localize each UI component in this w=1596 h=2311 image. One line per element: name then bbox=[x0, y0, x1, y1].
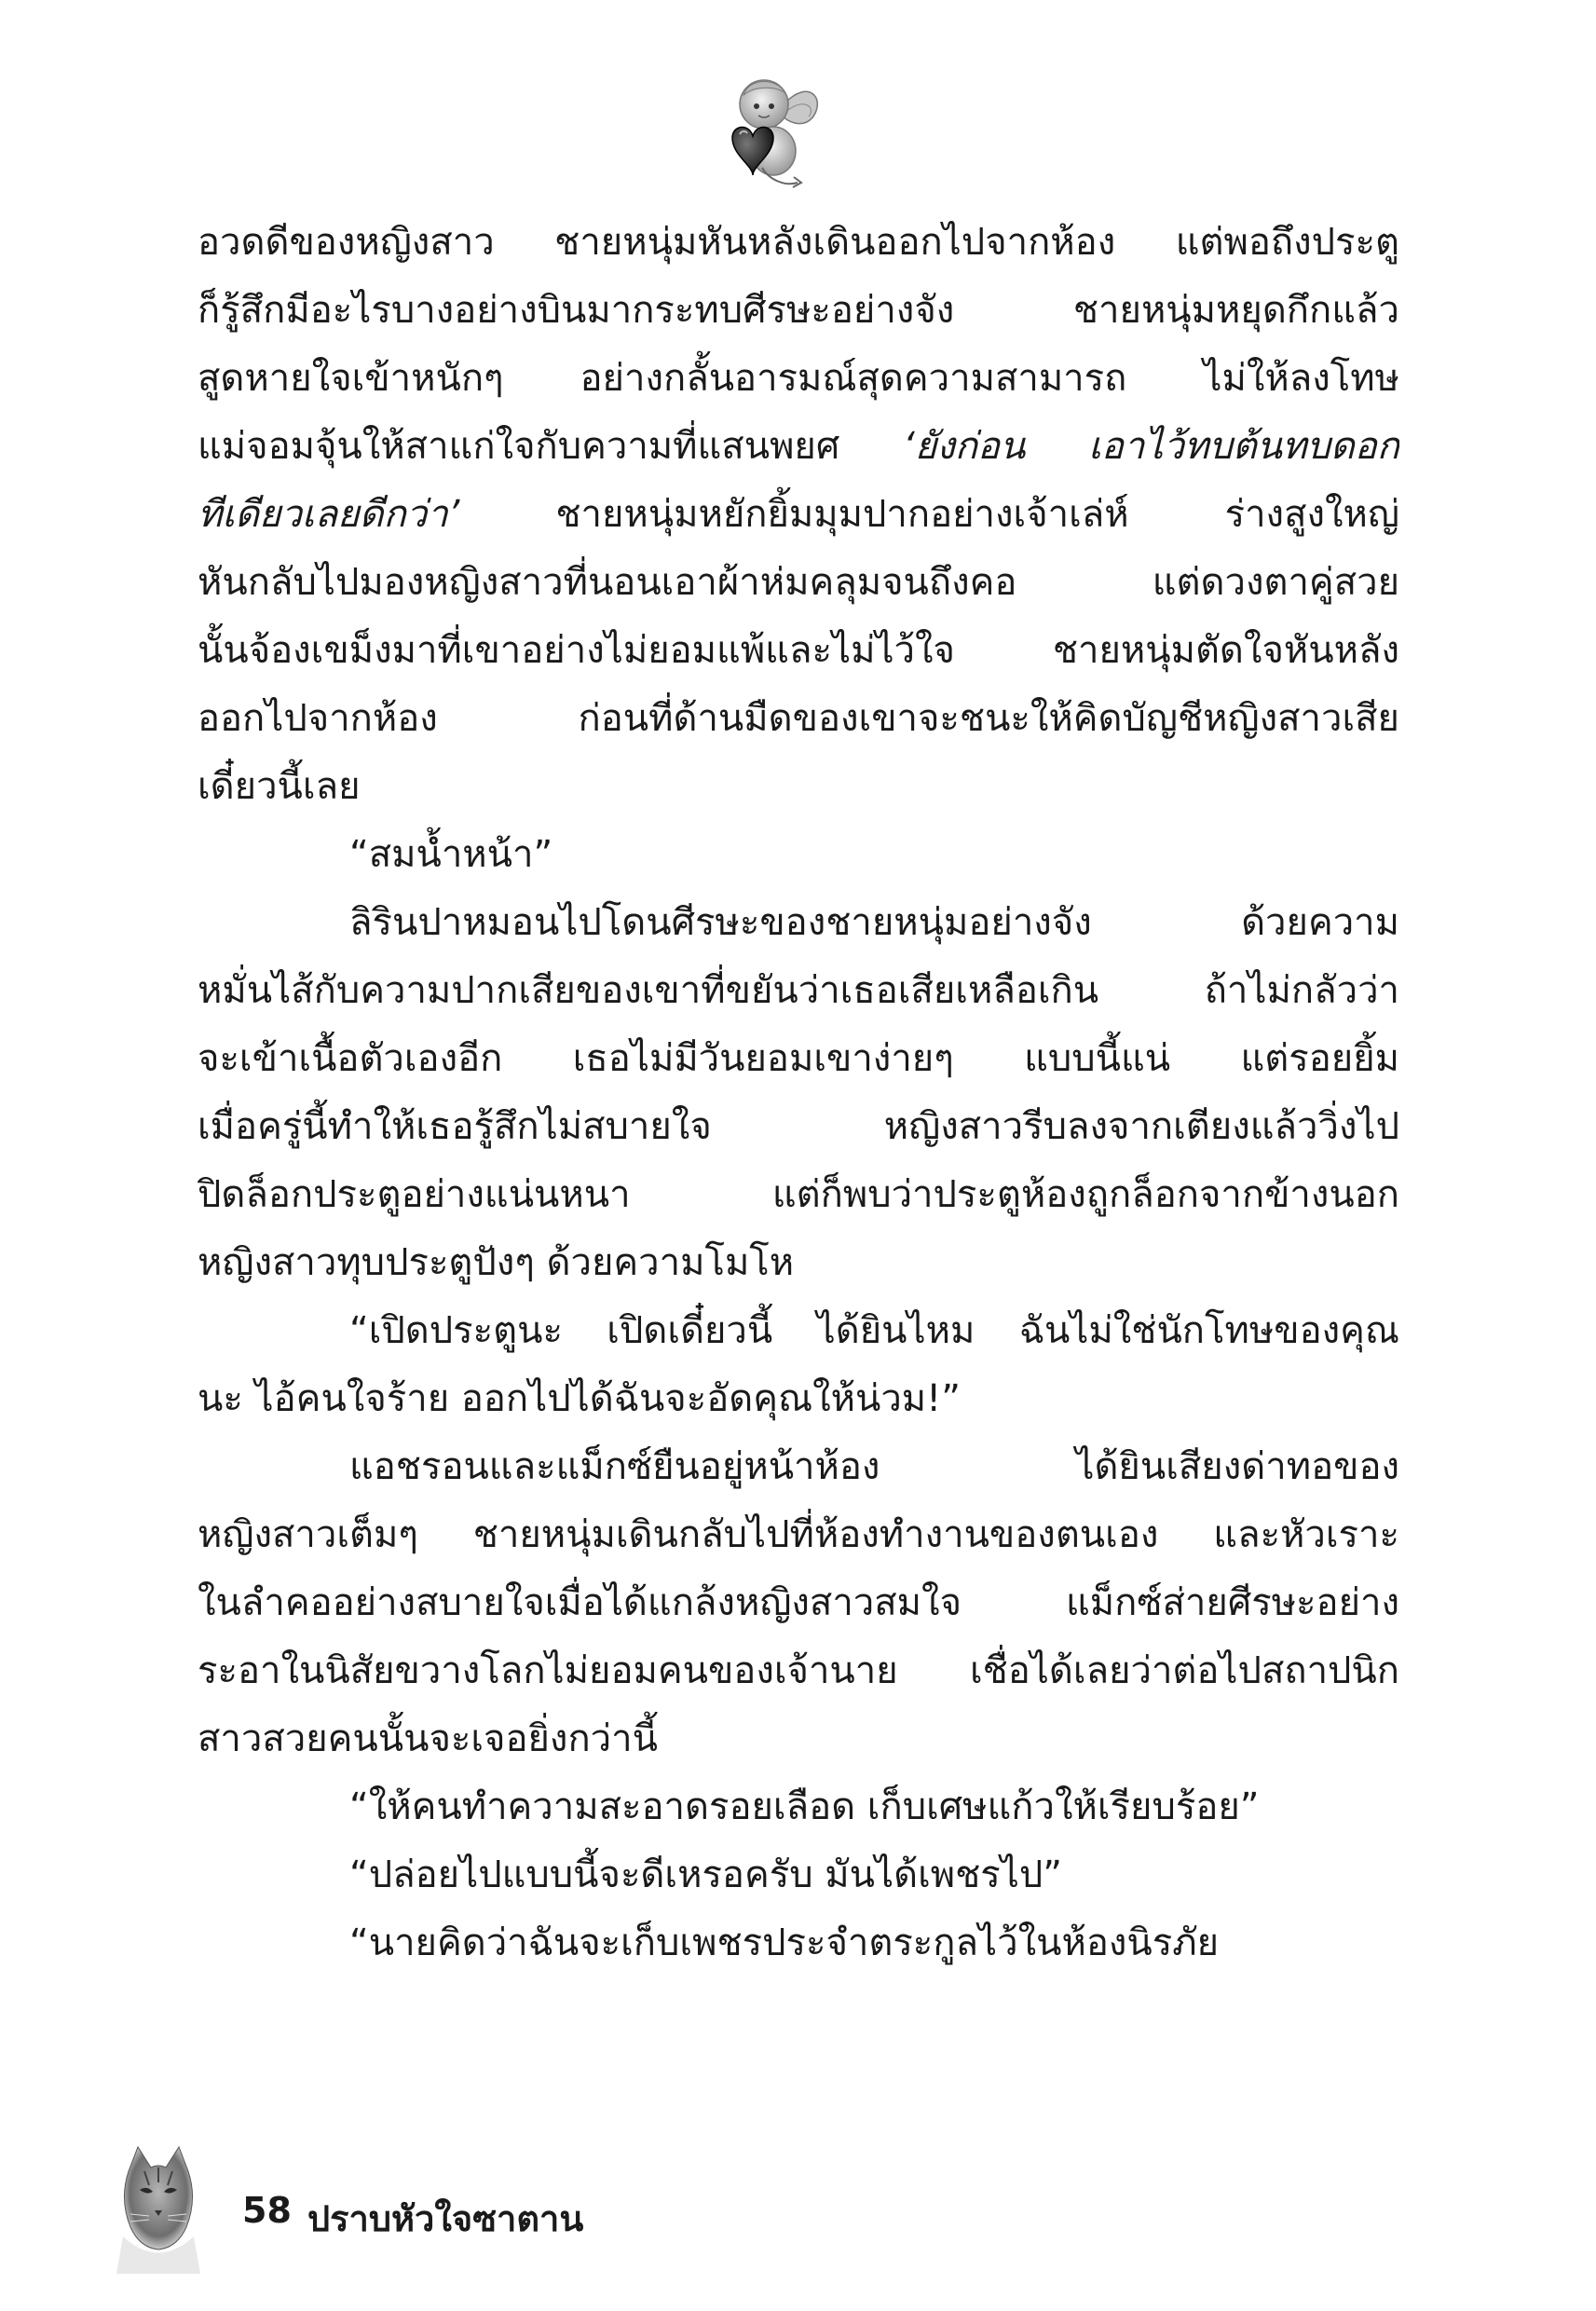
text-segment: แม่จอมจุ้นให้สาแก่ใจกับความที่แสนพยศ bbox=[198, 425, 840, 468]
text-line: ก็รู้สึกมีอะไรบางอย่างบินมากระทบศีรษะอย่างจัง ชายหนุ่มหยุดกึกแล้ว bbox=[198, 289, 1399, 332]
italic-thought: ‘ยังก่อน เอาไว้ทบต้นทบดอก bbox=[903, 425, 1399, 468]
text-line bbox=[198, 418, 1399, 474]
dialogue-line: “ปล่อยไปแบบนี้จะดีเหรอครับ มันได้เพชรไป” bbox=[349, 1853, 1062, 1896]
text-line: จะเข้าเนื้อตัวเองอีก เธอไม่มีวันยอมเขาง่ายๆ แบบนี้แน่ แต่รอยยิ้ม bbox=[198, 1037, 1399, 1080]
book-title: ปราบหัวใจซาตาน bbox=[307, 2198, 584, 2239]
text-line: หญิงสาวทุบประตูปังๆ ด้วยความโมโห bbox=[198, 1241, 795, 1284]
page-number: 58 bbox=[242, 2190, 292, 2231]
dialogue-line: “เปิดประตูนะ เปิดเดี๋ยวนี้ ได้ยินไหม ฉันไม่ใช่นักโทษของคุณ bbox=[349, 1309, 1399, 1352]
dialogue-line: “สมน้ำหน้า” bbox=[349, 833, 553, 876]
text-line: เดี๋ยวนี้เลย bbox=[198, 765, 361, 808]
cupid-heart-icon bbox=[697, 65, 827, 196]
text-line: สาวสวยคนนั้นจะเจอยิ่งกว่านี้ bbox=[198, 1717, 658, 1760]
dialogue-line: “ให้คนทำความสะอาดรอยเลือด เก็บเศษแก้วให้เรียบร้อย” bbox=[349, 1785, 1260, 1828]
text-line: หมั่นไส้กับความปากเสียของเขาที่ขยันว่าเธอเสียเหลือเกิน ถ้าไม่กลัวว่า bbox=[198, 969, 1399, 1012]
text-line: ระอาในนิสัยขวางโลกไม่ยอมคนของเจ้านาย เชื่อได้เลยว่าต่อไปสถาปนิก bbox=[198, 1649, 1399, 1692]
text-line: หญิงสาวเต็มๆ ชายหนุ่มเดินกลับไปที่ห้องทำงานของตนเอง และหัวเราะ bbox=[198, 1513, 1399, 1556]
text-line: สูดหายใจเข้าหนักๆ อย่างกลั้นอารมณ์สุดความสามารถ ไม่ให้ลงโทษ bbox=[198, 357, 1399, 400]
page-footer bbox=[112, 2143, 764, 2283]
text-line: ในลำคออย่างสบายใจเมื่อได้แกล้งหญิงสาวสมใจ แม็กซ์ส่ายศีรษะอย่าง bbox=[198, 1581, 1399, 1624]
text-line: แอชรอนและแม็กซ์ยืนอยู่หน้าห้อง ได้ยินเสียงด่าทอของ bbox=[349, 1445, 1399, 1488]
dialogue-line: “นายคิดว่าฉันจะเก็บเพชรประจำตระกูลไว้ในห้องนิรภัย bbox=[349, 1921, 1220, 1964]
text-line bbox=[198, 486, 1399, 542]
text-segment: ชายหนุ่มหยักยิ้มมุมปากอย่างเจ้าเล่ห์ ร่างสูงใหญ่ bbox=[555, 493, 1399, 536]
italic-thought: ทีเดียวเลยดีกว่า’ bbox=[198, 493, 460, 536]
text-line: อวดดีของหญิงสาว ชายหนุ่มหันหลังเดินออกไปจากห้อง แต่พอถึงประตู bbox=[198, 221, 1399, 264]
cat-photo-icon bbox=[112, 2143, 205, 2274]
text-line: นั้นจ้องเขม็งมาที่เขาอย่างไม่ยอมแพ้และไม่ไว้ใจ ชายหนุ่มตัดใจหันหลัง bbox=[198, 629, 1399, 672]
body-text bbox=[198, 214, 1399, 2050]
text-line: ออกไปจากห้อง ก่อนที่ด้านมืดของเขาจะชนะให้คิดบัญชีหญิงสาวเสีย bbox=[198, 697, 1399, 740]
text-line: เมื่อครู่นี้ทำให้เธอรู้สึกไม่สบายใจ หญิงสาวรีบลงจากเตียงแล้ววิ่งไป bbox=[198, 1105, 1399, 1148]
text-line: ปิดล็อกประตูอย่างแน่นหนา แต่ก็พบว่าประตูห้องถูกล็อกจากข้างนอก bbox=[198, 1173, 1399, 1216]
text-line: ลิรินปาหมอนไปโดนศีรษะของชายหนุ่มอย่างจัง ด้วยความ bbox=[349, 901, 1399, 944]
dialogue-line: นะ ไอ้คนใจร้าย ออกไปได้ฉันจะอัดคุณให้น่วม!” bbox=[198, 1377, 961, 1420]
text-line: หันกลับไปมองหญิงสาวที่นอนเอาผ้าห่มคลุมจนถึงคอ แต่ดวงตาคู่สวย bbox=[198, 561, 1399, 604]
